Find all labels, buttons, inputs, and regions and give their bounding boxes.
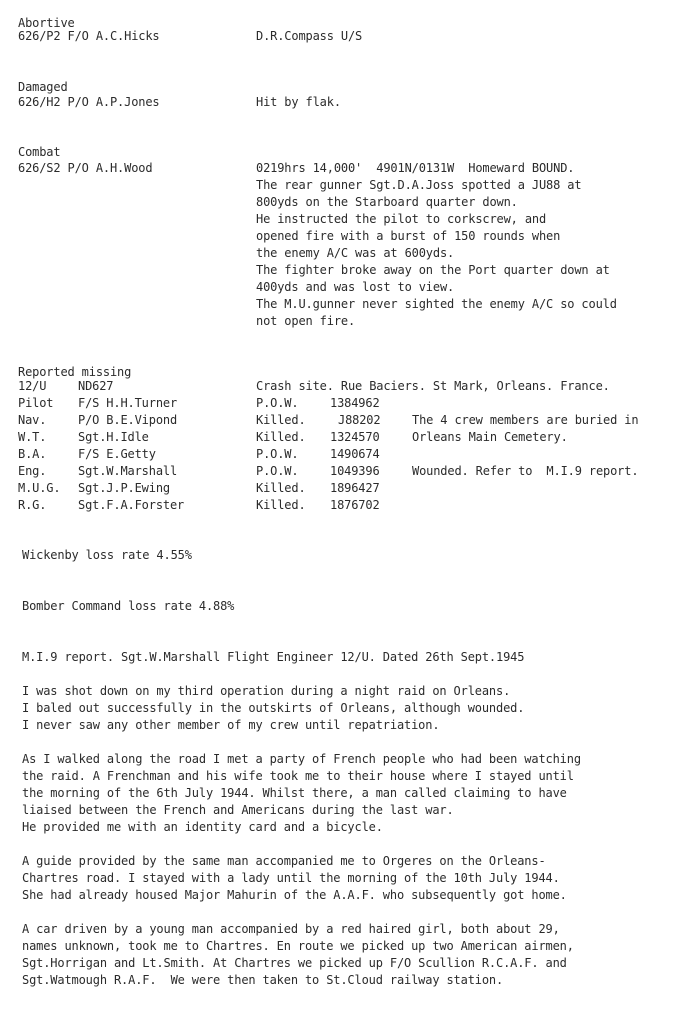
combat-line: The fighter broke away on the Port quarter down at [256,263,610,277]
abortive-detail: D.R.Compass U/S [256,29,363,43]
report-line: I baled out successfully in the outskirts of Orleans, although wounded. [22,701,525,715]
report-line: names unknown, took me to Chartres. En route we picked up two American airmen, [22,939,574,953]
missing-label: Reported missing [18,365,132,379]
combat-line: 400yds and was lost to view. [256,280,455,294]
report-line: A guide provided by the same man accompanied me to Orgeres on the Orleans- [22,854,546,868]
crew-name: Sgt.F.A.Forster [78,498,185,512]
crew-status: P.O.W. [256,447,299,461]
crew-status: P.O.W. [256,396,299,410]
combat-entry: 626/S2 P/O A.H.Wood [18,161,153,175]
crew-note: Wounded. Refer to M.I.9 report. [412,464,639,478]
crew-name: F/S E.Getty [78,447,156,461]
crew-number: 1876702 [330,498,380,512]
crew-name: P/O B.E.Vipond [78,413,178,427]
combat-line: The M.U.gunner never sighted the enemy A/C so could [256,297,617,311]
combat-line: 800yds on the Starboard quarter down. [256,195,518,209]
combat-label: Combat [18,145,61,159]
crew-role: M.U.G. [18,481,61,495]
crew-number: J88202 [338,413,381,427]
crew-status: Killed. [256,430,306,444]
wickenby-loss-rate: Wickenby loss rate 4.55% [22,548,192,562]
combat-line: opened fire with a burst of 150 rounds when [256,229,561,243]
crew-name: Sgt.J.P.Ewing [78,481,170,495]
crew-note: The 4 crew members are buried in [412,413,639,427]
crew-status: P.O.W. [256,464,299,478]
crew-name: F/S H.H.Turner [78,396,178,410]
combat-line: not open fire. [256,314,356,328]
crew-number: 1384962 [330,396,380,410]
crew-role: R.G. [18,498,47,512]
damaged-detail: Hit by flak. [256,95,341,109]
report-line: I never saw any other member of my crew until repatriation. [22,718,440,732]
report-line: He provided me with an identity card and a bicycle. [22,820,383,834]
crew-note: Orleans Main Cemetery. [412,430,568,444]
report-line: Chartres road. I stayed with a lady until the morning of the 10th July 1944. [22,871,560,885]
crew-role: W.T. [18,430,47,444]
damaged-label: Damaged [18,80,68,94]
report-line: the raid. A Frenchman and his wife took me to their house where I stayed until [22,769,574,783]
crew-role: Pilot [18,396,54,410]
crew-role: B.A. [18,447,47,461]
combat-line: The rear gunner Sgt.D.A.Joss spotted a JU88 at [256,178,582,192]
combat-line: 0219hrs 14,000' 4901N/0131W Homeward BOUND. [256,161,575,175]
crew-status: Killed. [256,498,306,512]
damaged-entry: 626/H2 P/O A.P.Jones [18,95,160,109]
report-line: Sgt.Horrigan and Lt.Smith. At Chartres we picked up F/O Scullion R.C.A.F. and [22,956,567,970]
crew-number: 1490674 [330,447,380,461]
bomber-command-loss-rate: Bomber Command loss rate 4.88% [22,599,235,613]
report-line: A car driven by a young man accompanied by a red haired girl, both about 29, [22,922,560,936]
crew-number: 1324570 [330,430,380,444]
aircraft-squadron: 12/U [18,379,47,393]
crew-name: Sgt.W.Marshall [78,464,178,478]
crew-number: 1896427 [330,481,380,495]
crew-role: Eng. [18,464,47,478]
crew-role: Nav. [18,413,47,427]
abortive-entry: 626/P2 F/O A.C.Hicks [18,29,160,43]
combat-line: the enemy A/C was at 600yds. [256,246,455,260]
crew-number: 1049396 [330,464,380,478]
crew-status: Killed. [256,413,306,427]
report-line: the morning of the 6th July 1944. Whilst there, a man called claiming to have [22,786,567,800]
mi9-report-title: M.I.9 report. Sgt.W.Marshall Flight Engineer 12/U. Dated 26th Sept.1945 [22,650,525,664]
aircraft-serial: ND627 [78,379,114,393]
crash-site: Crash site. Rue Baciers. St Mark, Orleans. France. [256,379,610,393]
report-line: I was shot down on my third operation during a night raid on Orleans. [22,684,511,698]
report-line: As I walked along the road I met a party of French people who had been watching [22,752,581,766]
report-line: Sgt.Watmough R.A.F. We were then taken to St.Cloud railway station. [22,973,504,987]
crew-name: Sgt.H.Idle [78,430,149,444]
combat-line: He instructed the pilot to corkscrew, and [256,212,547,226]
report-line: She had already housed Major Mahurin of the A.A.F. who subsequently got home. [22,888,567,902]
crew-status: Killed. [256,481,306,495]
abortive-label: Abortive [18,16,75,30]
report-line: liaised between the French and Americans during the last war. [22,803,454,817]
